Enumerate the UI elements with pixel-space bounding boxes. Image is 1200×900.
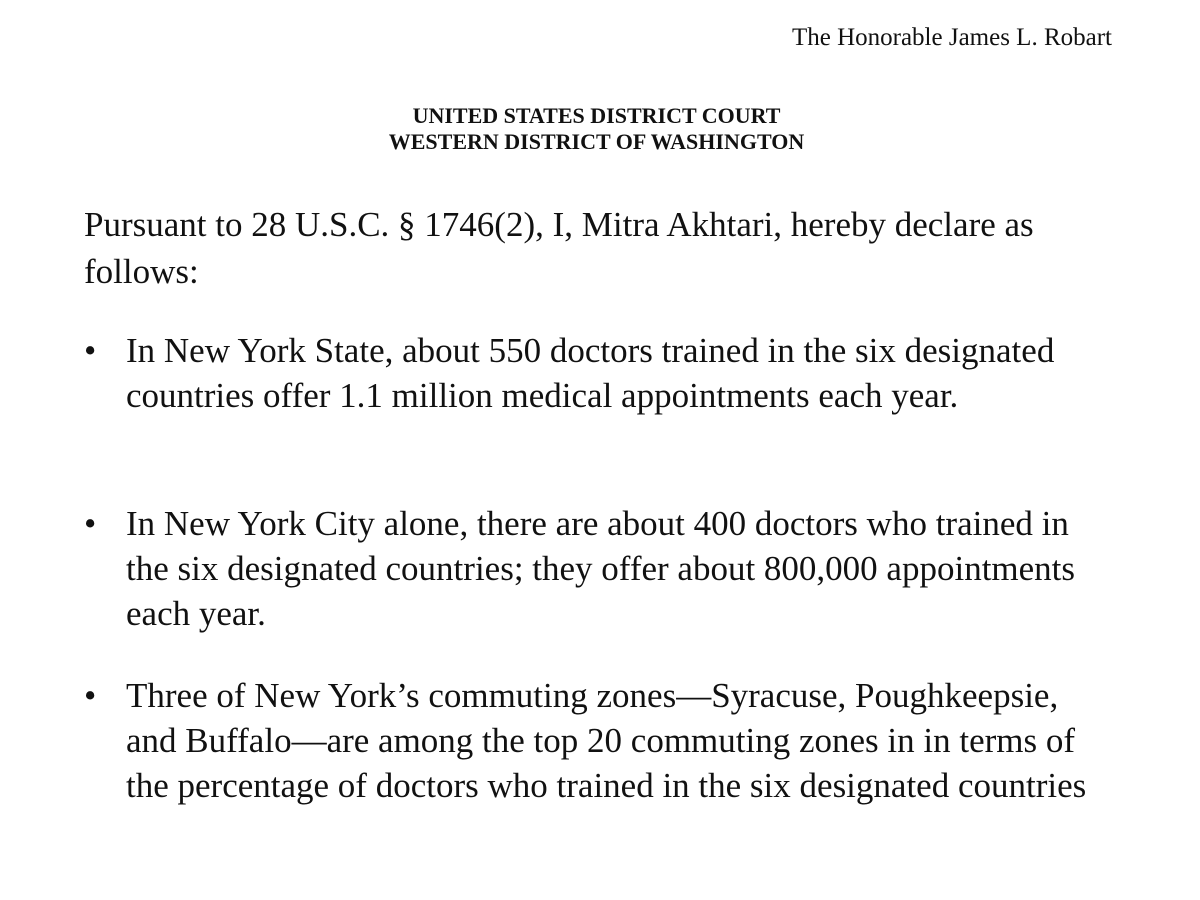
list-item-text: In New York City alone, there are about 400 doctors who trained in the six designated countries; they offer about 800,000 appointments each year. [126,504,1076,633]
court-heading [0,103,1193,155]
list-item [84,328,1114,418]
list-item [84,501,1114,636]
court-heading-line-2: WESTERN DISTRICT OF WASHINGTON [388,129,805,154]
list-item-text: Three of New York’s commuting zones—Syracuse, Poughkeepsie, and Buffalo—are among the top 20 commuting zones in in terms of the percentage of doctors who trained in the six designated countries [126,676,1087,805]
court-heading-line-1: UNITED STATES DISTRICT COURT [412,103,781,128]
declaration-intro: Pursuant to 28 U.S.C. § 1746(2), I, Mitra Akhtari, hereby declare as follows: [84,205,1034,291]
bullet-icon: • [84,504,97,543]
bullet-icon: • [84,331,97,370]
list-item-text: In New York State, about 550 doctors trained in the six designated countries offer 1.1 million medical appointments each year. [126,331,1055,415]
bullet-icon: • [84,676,97,715]
list-item [84,673,1114,808]
judge-name: The Honorable James L. Robart [791,24,1112,51]
